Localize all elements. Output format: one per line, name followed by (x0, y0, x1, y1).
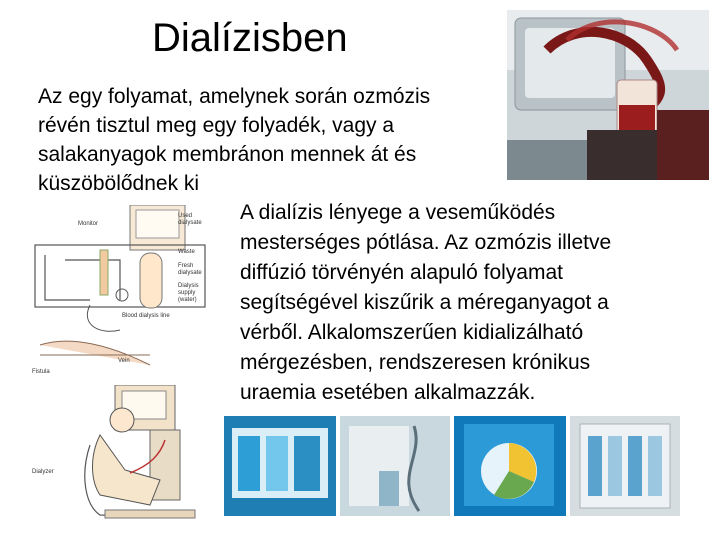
svg-text:Fresh: Fresh (178, 263, 194, 269)
dialysis-equipment-photo-2 (340, 416, 450, 516)
dialysis-circuit-diagram (30, 205, 230, 380)
dialysis-equipment-photo-strip (224, 416, 680, 516)
svg-text:Dialyzer: Dialyzer (32, 469, 54, 475)
dialysis-machine-photo (507, 10, 709, 180)
svg-text:Vein: Vein (118, 358, 130, 364)
dialysis-equipment-photo-4 (570, 416, 680, 516)
svg-text:(water): (water) (178, 297, 197, 303)
description-paragraph: A dialízis lényege a veseműködés mesterséges pótlása. Az ozmózis illetve diffúzió törvényén alapuló folyamat segítségével kiszűrik a méreganyagot a vérből. Alkalomszerűen kidializálható mérgezésben, rendszeresen krónikus uraemia esetében alkalmazzák. (240, 201, 612, 404)
svg-text:Monitor: Monitor (78, 221, 99, 227)
svg-text:Blood dialysis line: Blood dialysis line (122, 313, 170, 319)
svg-text:Waste: Waste (178, 249, 195, 255)
slide-title: Dialízisben (152, 16, 348, 60)
dialysis-equipment-photo-3 (454, 416, 566, 516)
svg-text:Dialysis: Dialysis (178, 283, 199, 289)
svg-text:Fistula: Fistula (32, 369, 50, 375)
svg-text:dialysate: dialysate (178, 220, 202, 226)
dialysis-equipment-photo-1 (224, 416, 336, 516)
svg-text:dialysate: dialysate (178, 270, 202, 276)
definition-paragraph: Az egy folyamat, amelynek során ozmózis révén tisztul meg egy folyadék, vagy a salakanyagok membránon mennek át és küszöbölődnek ki (38, 85, 431, 195)
svg-text:Used: Used (178, 213, 193, 219)
svg-text:supply: supply (178, 290, 196, 296)
patient-at-dialyzer-drawing (30, 385, 230, 525)
